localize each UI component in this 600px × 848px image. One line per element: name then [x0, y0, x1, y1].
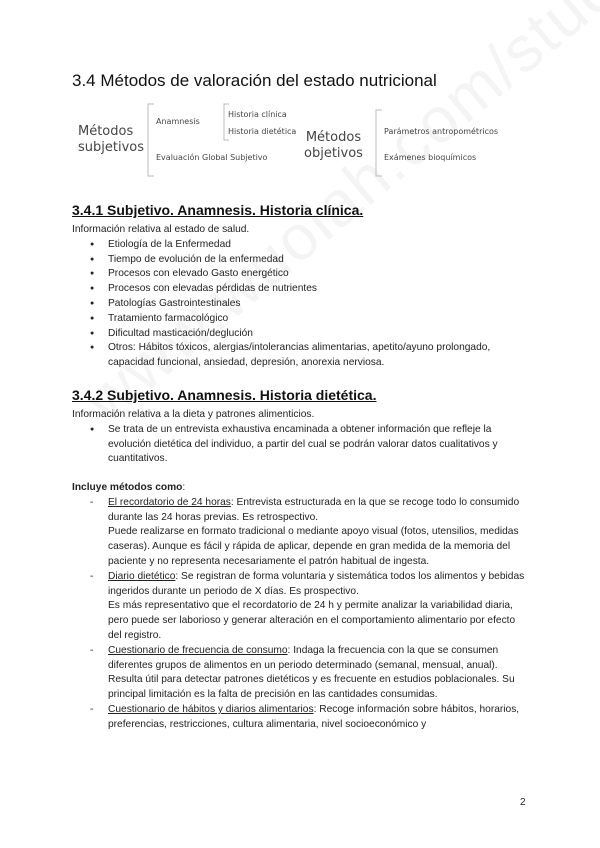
section-intro: Información relativa a la dieta y patrones alimenticios.: [72, 409, 315, 420]
method-text: : Indaga la frecuencia con la que se consumen diferentes grupos de alimentos en un periodo determinado (semanal, mensual, anual). Resulta útil para detectar patrones dietéticos y es frecuente en estudios poblacionales. Su principal limitación es la falta de precisión en las cantidades consumidas.: [108, 644, 515, 701]
method-name: Diario dietético: [108, 570, 176, 582]
methods-label: [72, 481, 528, 496]
diagram-anamnesis: Anamnesis: [156, 117, 200, 126]
list-item: ● Procesos con elevado Gasto energético: [72, 267, 528, 282]
list-item: ● Tiempo de evolución de la enfermedad: [72, 253, 528, 268]
method-extra: Es más representativo que el recordatorio de 24 h y permite analizar la variabilidad diaria, pero puede ser laborioso y generar alteración en el comportamiento alimentario por efecto del registro.: [108, 600, 516, 641]
diagram-bioquimicos: Exámenes bioquímicos: [384, 153, 477, 162]
dash-marker: -: [90, 703, 94, 715]
diagram-historia-clinica: Historia clínica: [228, 110, 287, 119]
section-intro: Información relativa al estado de salud.: [72, 224, 250, 235]
diagram-objetivos-line2: objetivos: [304, 146, 363, 161]
method-item: [72, 703, 528, 733]
method-item: [72, 644, 528, 703]
method-text: : Recoge información sobre hábitos, horarios, preferencias, restricciones, cultura alimentaria, nivel socioeconómico y: [108, 703, 520, 730]
section-historia-clinica-body: [72, 223, 528, 371]
list-item: ● Tratamiento farmacológico: [72, 312, 528, 327]
method-name: El recordatorio de 24 horas: [108, 496, 231, 508]
method-text: : Entrevista estructurada en la que se recoge todo lo consumido durante las 24 horas previas. Es retrospectivo.: [108, 496, 520, 523]
methods-label-colon: :: [182, 482, 186, 493]
list-item: ● Procesos con elevadas pérdidas de nutrientes: [72, 282, 528, 297]
diagram-objetivos-line1: Métodos: [305, 130, 362, 145]
diagram-evaluacion-global: Evaluación Global Subjetivo: [156, 153, 268, 162]
methods-list-section: [72, 481, 528, 733]
diagram-subjetivos-line2: subjetivos: [78, 140, 145, 155]
bullet-list: [72, 423, 528, 467]
dash-marker: -: [90, 570, 94, 582]
bracket-objetivos: [376, 110, 382, 176]
diagram-subjetivos: [78, 124, 144, 156]
diagram-historia-dietetica: Historia dietética: [228, 127, 297, 136]
method-item: [72, 570, 528, 644]
method-extra: Puede realizarse en formato tradicional o mediante apoyo visual (fotos, utensilios, medidas caseras). Aunque es fácil y rápida de aplicar, depende en gran medida de la memoria del paciente y no representa necesariamente el patrón habitual de ingesta.: [108, 526, 519, 567]
diagram-antropometricos: Parámetros antropométricos: [384, 127, 499, 136]
list-item: ● Etiología de la Enfermedad: [72, 238, 528, 253]
dash-marker: -: [90, 644, 94, 656]
list-item: ● Se trata de un entrevista exhaustiva encaminada a obtener información que refleje la evolución dietética del individuo, a partir del cual se podrán valorar datos cualitativos y cuantitativos.: [72, 423, 528, 467]
method-text: : Se registran de forma voluntaria y sistemática todos los alimentos y bebidas ingeridos durante un periodo de X días. Es prospectivo.: [108, 570, 525, 597]
dash-marker: -: [90, 496, 94, 508]
page-title: 3.4 Métodos de valoración del estado nutricional: [72, 71, 437, 90]
section-heading-historia-dietetica: 3.4.2 Subjetivo. Anamnesis. Historia dietética.: [72, 387, 377, 403]
diagram-objetivos: [304, 130, 363, 162]
section-historia-dietetica-body: [72, 408, 528, 467]
method-name: Cuestionario de hábitos y diarios alimentarios: [108, 703, 314, 715]
page-number: 2: [520, 797, 526, 808]
method-name: Cuestionario de frecuencia de consumo: [108, 644, 288, 656]
diagram-subjetivos-line1: Métodos: [78, 124, 134, 139]
methods-label-text: Incluye métodos como: [72, 482, 183, 493]
methods-list: [72, 496, 528, 733]
section-heading-historia-clinica: 3.4.1 Subjetivo. Anamnesis. Historia clínica.: [72, 202, 364, 218]
methods-diagram: [72, 100, 528, 180]
list-item: ● Patologías Gastrointestinales: [72, 297, 528, 312]
list-item: ● Otros: Hábitos tóxicos, alergias/intolerancias alimentarias, apetito/ayuno prolongado, capacidad funcional, ansiedad, depresión, anorexia nerviosa.: [72, 341, 528, 371]
method-item: [72, 496, 528, 570]
bullet-list: [72, 238, 528, 371]
bracket-subjetivos: [148, 104, 154, 176]
list-item: ● Dificultad masticación/deglución: [72, 327, 528, 342]
